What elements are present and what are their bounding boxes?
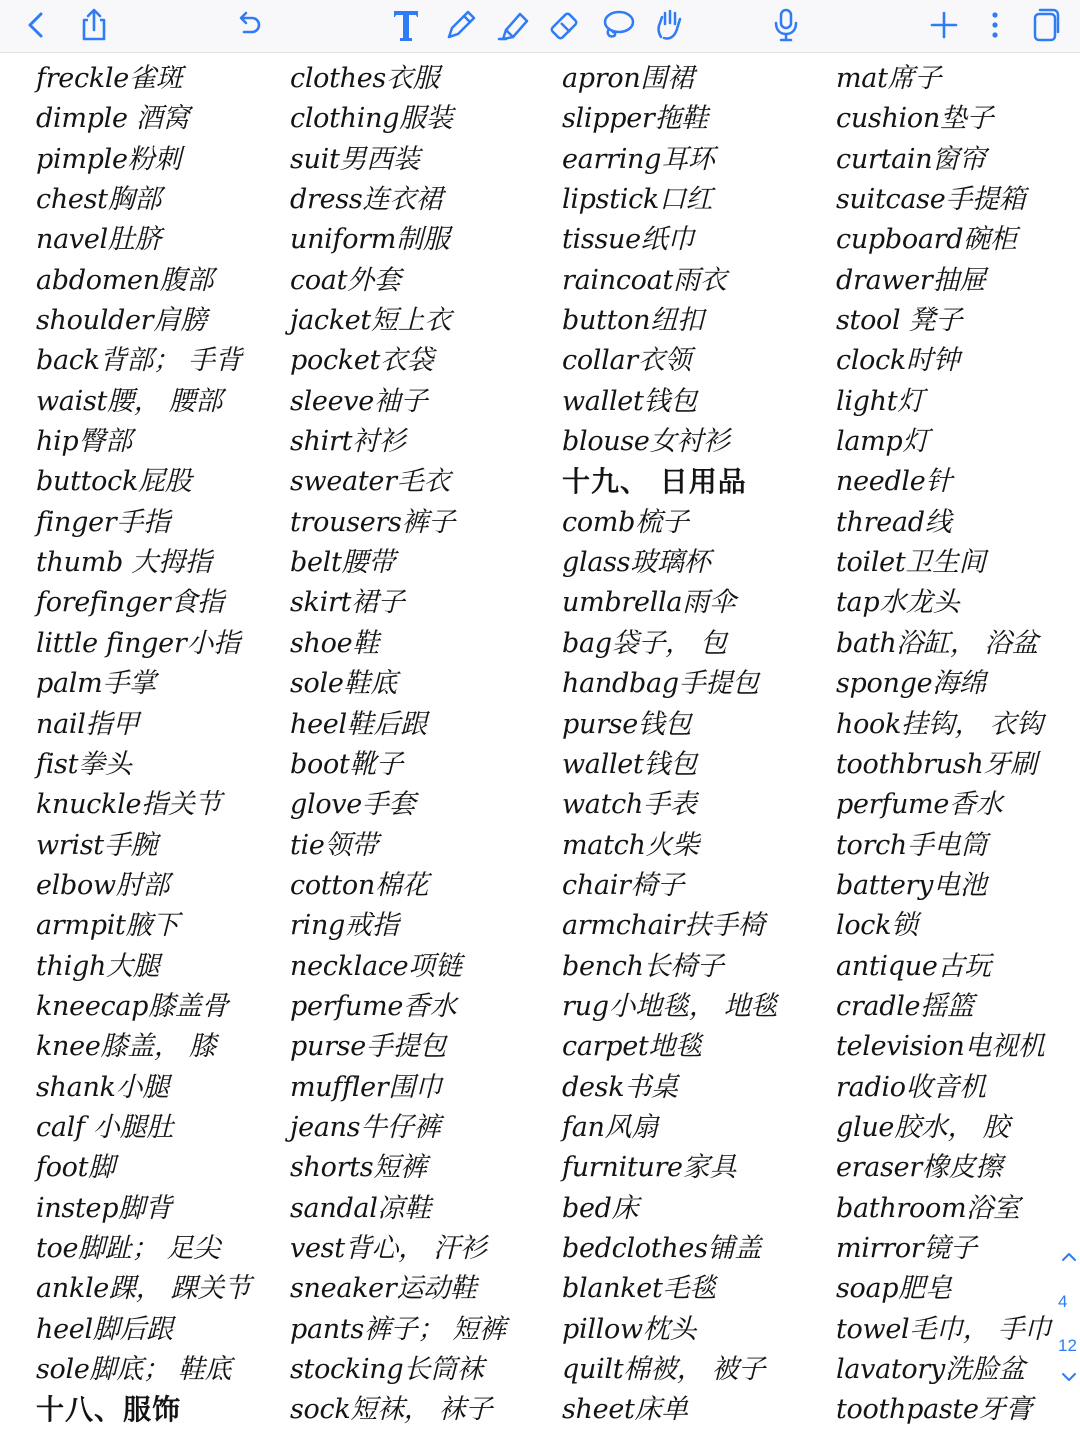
vocab-entry: instep脚背: [36, 1192, 172, 1224]
vocab-entry: perfume香水: [290, 990, 457, 1022]
vocab-entry: desk书桌: [562, 1071, 678, 1103]
vocab-entry: boot靴子: [290, 748, 403, 780]
vocab-entry: little finger小指: [36, 627, 240, 659]
vocab-entry: hip臀部: [36, 426, 132, 458]
vocab-entry: vest背心， 汗衫: [290, 1232, 487, 1264]
vocab-entry: sweater毛衣: [290, 466, 451, 498]
add-icon[interactable]: [924, 0, 964, 50]
vocab-entry: radio收音机: [836, 1071, 986, 1103]
vocab-entry: elbow肘部: [36, 869, 170, 901]
vocab-entry: furniture家具: [562, 1152, 737, 1184]
vocab-entry: thigh大腿: [36, 950, 160, 982]
vocab-entry: bench长椅子: [562, 950, 724, 982]
vocab-entry: heel鞋后跟: [290, 708, 427, 740]
vocab-entry: uniform制服: [290, 224, 450, 256]
vocab-entry: light灯: [836, 385, 924, 417]
vocab-entry: blouse女衬衫: [562, 426, 730, 458]
vocab-entry: navel肚脐: [36, 224, 162, 256]
vocab-column-1: [36, 59, 251, 1431]
pages-icon[interactable]: [1026, 0, 1066, 50]
vocab-entry: stool 凳子: [836, 305, 963, 337]
vocab-entry: pimple粉刺: [36, 143, 182, 175]
vocab-entry: collar衣领: [562, 345, 692, 377]
vocab-entry: battery电池: [836, 869, 987, 901]
vocab-entry: sheet床单: [562, 1394, 688, 1426]
pen-icon[interactable]: [440, 0, 482, 50]
section-heading: 十八、服饰: [36, 1393, 182, 1427]
vocab-column-2: [290, 59, 506, 1431]
vocab-entry: chest胸部: [36, 184, 162, 216]
vocab-entry: bag袋子， 包: [562, 627, 727, 659]
toolbar: [0, 0, 1080, 53]
vocab-entry: apron围裙: [562, 63, 694, 94]
vocab-entry: tap水龙头: [836, 587, 960, 619]
vocab-entry: jacket短上衣: [290, 305, 452, 337]
vocab-entry: nail指甲: [36, 708, 139, 740]
vocab-entry: drawer抽屉: [836, 264, 986, 296]
vocab-entry: calf 小腿肚: [36, 1111, 174, 1143]
vocab-entry: waist腰， 腰部: [36, 385, 223, 417]
vocab-entry: shoulder肩膀: [36, 305, 207, 337]
microphone-icon[interactable]: [766, 0, 806, 50]
vocab-entry: knee膝盖， 膝: [36, 1031, 216, 1063]
vocab-entry: sandal凉鞋: [290, 1192, 431, 1224]
note-page[interactable]: [0, 53, 1080, 1440]
vocab-entry: antique古玩: [836, 950, 991, 982]
vocab-entry: handbag手提包: [562, 668, 759, 700]
vocab-entry: blanket毛毯: [562, 1273, 716, 1305]
more-icon[interactable]: [982, 0, 1008, 50]
vocab-entry: carpet地毯: [562, 1031, 702, 1063]
vocab-entry: clothing服装: [290, 103, 453, 135]
page-navigator: [1020, 1240, 1080, 1400]
vocab-entry: belt腰带: [290, 547, 395, 579]
vocab-entry: wallet钱包: [562, 385, 697, 417]
vocab-entry: toilet卫生间: [836, 547, 986, 579]
vocab-entry: pants裤子； 短裤: [290, 1313, 506, 1345]
vocab-entry: bedclothes铺盖: [562, 1232, 762, 1264]
vocab-entry: necklace项链: [290, 950, 462, 982]
vocab-entry: raincoat雨衣: [562, 264, 727, 296]
vocab-entry: watch手表: [562, 789, 697, 821]
vocab-entry: coat外套: [290, 264, 401, 296]
vocab-entry: shorts短裤: [290, 1152, 427, 1184]
vocab-entry: dress连衣裙: [290, 184, 443, 216]
eraser-icon[interactable]: [544, 0, 588, 50]
vocab-entry: armpit腋下: [36, 910, 179, 942]
vocab-entry: cotton棉花: [290, 869, 429, 901]
vocab-entry: tie领带: [290, 829, 378, 861]
vocab-entry: glass玻璃杯: [562, 547, 711, 579]
vocab-entry: suitcase手提箱: [836, 184, 1026, 216]
vocab-entry: sole鞋底: [290, 668, 397, 700]
page-down-chevron-icon[interactable]: [1060, 1368, 1078, 1386]
vocab-entry: comb梳子: [562, 506, 689, 538]
vocab-entry: toe脚趾； 足尖: [36, 1232, 220, 1264]
vocab-entry: fan风扇: [562, 1111, 658, 1143]
highlighter-icon[interactable]: [492, 0, 534, 50]
vocab-entry: bed床: [562, 1192, 639, 1224]
vocab-entry: toothpaste牙膏: [836, 1394, 1033, 1426]
vocab-entry: mirror镜子: [836, 1232, 977, 1264]
vocab-entry: eraser橡皮擦: [836, 1152, 1003, 1184]
vocab-entry: foot脚: [36, 1152, 115, 1184]
vocab-entry: shirt衬衫: [290, 426, 406, 458]
vocab-entry: suit男西装: [290, 143, 420, 175]
vocab-entry: hook挂钩， 衣钩: [836, 708, 1043, 740]
lasso-icon[interactable]: [596, 0, 640, 50]
total-page-number: 12: [1058, 1336, 1077, 1355]
vocab-entry: sole脚底； 鞋底: [36, 1354, 232, 1385]
text-tool-icon[interactable]: [386, 0, 426, 50]
vocab-column-3: [562, 59, 777, 1431]
vocab-entry: mat席子: [836, 63, 942, 94]
vocab-entry: ankle踝， 踝关节: [36, 1273, 251, 1305]
vocab-column-4: [836, 59, 1051, 1431]
vocab-entry: chair椅子: [562, 869, 685, 901]
vocab-entry: fist拳头: [36, 748, 132, 780]
vocab-entry: wrist手腕: [36, 829, 158, 861]
vocab-entry: bathroom浴室: [836, 1192, 1020, 1224]
vocab-entry: glove手套: [290, 789, 416, 821]
vocab-entry: finger手指: [36, 506, 170, 538]
vocab-entry: ring戒指: [290, 910, 399, 942]
vocab-entry: muffler围巾: [290, 1071, 442, 1103]
vocab-entry: armchair扶手椅: [562, 910, 765, 942]
vocab-entry: bath浴缸， 浴盆: [836, 627, 1039, 659]
vocab-entry: sponge海绵: [836, 668, 986, 700]
page-up-chevron-icon[interactable]: [1060, 1248, 1078, 1266]
vocab-entry: kneecap膝盖骨: [36, 990, 229, 1022]
vocab-entry: cradle摇篮: [836, 990, 974, 1022]
vocab-entry: perfume香水: [836, 789, 1003, 821]
hand-icon[interactable]: [648, 0, 692, 50]
vocab-entry: stocking长筒袜: [290, 1354, 484, 1385]
vocab-entry: dimple 酒窝: [36, 103, 190, 135]
vocab-entry: tissue纸巾: [562, 224, 695, 256]
vocab-entry: shank小腿: [36, 1071, 169, 1103]
vocab-entry: lamp灯: [836, 426, 930, 458]
vocab-entry: soap肥皂: [836, 1273, 952, 1305]
vocab-entry: skirt裙子: [290, 587, 405, 619]
vocab-entry: heel脚后跟: [36, 1313, 173, 1345]
vocab-entry: match火柴: [562, 829, 699, 861]
vocab-entry: torch手电筒: [836, 829, 988, 861]
vocab-entry: sleeve袖子: [290, 385, 428, 417]
vocab-entry: back背部； 手背: [36, 345, 242, 377]
vocab-entry: purse钱包: [562, 708, 692, 740]
vocab-entry: clock时钟: [836, 345, 960, 377]
vocab-entry: needle针: [836, 466, 953, 498]
vocab-entry: quilt棉被， 被子: [562, 1354, 766, 1385]
vocab-entry: forefinger食指: [36, 587, 224, 619]
vocab-entry: wallet钱包: [562, 748, 697, 780]
vocab-entry: sock短袜， 袜子: [290, 1394, 493, 1426]
undo-icon[interactable]: [228, 0, 270, 50]
vocab-entry: abdomen腹部: [36, 264, 214, 296]
vocab-entry: lock锁: [836, 910, 918, 942]
vocab-entry: thread线: [836, 506, 952, 538]
vocab-entry: towel毛巾， 手巾: [836, 1313, 1052, 1345]
vocab-entry: lipstick口红: [562, 184, 713, 216]
current-page-number: 4: [1058, 1292, 1068, 1311]
vocab-entry: clothes衣服: [290, 63, 440, 94]
vocab-entry: jeans牛仔裤: [290, 1111, 441, 1143]
vocab-entry: television电视机: [836, 1031, 1045, 1063]
vocab-entry: toothbrush牙刷: [836, 748, 1037, 780]
vocab-entry: pillow枕头: [562, 1313, 697, 1345]
vocab-entry: buttock屁股: [36, 466, 192, 498]
section-heading: 十九、 日用品: [562, 465, 747, 499]
vocab-entry: button纽扣: [562, 305, 704, 337]
vocab-entry: pocket衣袋: [290, 345, 434, 377]
vocab-entry: purse手提包: [290, 1031, 447, 1063]
vocab-entry: earring耳环: [562, 143, 715, 175]
vocab-entry: palm手掌: [36, 668, 156, 700]
vocab-entry: slipper拖鞋: [562, 103, 708, 135]
share-icon[interactable]: [74, 0, 114, 50]
vocab-entry: rug小地毯， 地毯: [562, 990, 778, 1022]
vocab-entry: cupboard碗柜: [836, 224, 1017, 256]
vocab-entry: lavatory洗脸盆: [836, 1354, 1026, 1385]
vocab-entry: thumb 大拇指: [36, 547, 212, 579]
vocab-entry: sneaker运动鞋: [290, 1273, 477, 1305]
vocab-entry: knuckle指关节: [36, 789, 222, 821]
back-chevron-icon[interactable]: [16, 0, 56, 50]
vocab-entry: curtain窗帘: [836, 143, 986, 175]
vocab-entry: glue胶水， 胶: [836, 1111, 1010, 1143]
vocab-entry: trousers裤子: [290, 506, 455, 538]
vocab-entry: umbrella雨伞: [562, 587, 736, 619]
vocab-entry: cushion垫子: [836, 103, 994, 135]
vocab-entry: freckle雀斑: [36, 63, 183, 94]
vocab-entry: shoe鞋: [290, 627, 379, 659]
